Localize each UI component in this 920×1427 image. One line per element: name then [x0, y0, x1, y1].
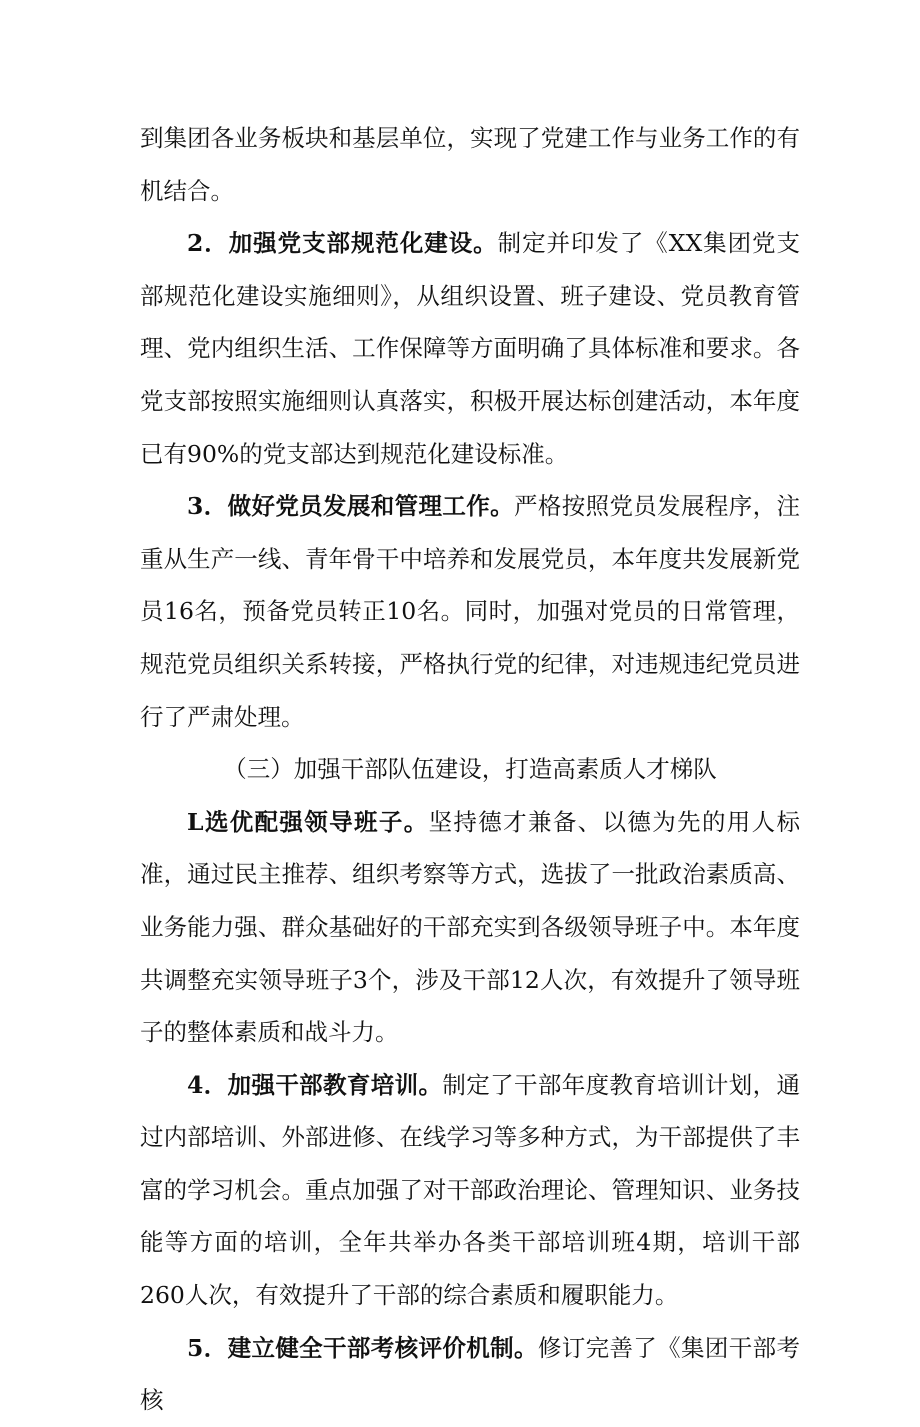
section-title: （三）加强干部队伍建设，打造高素质人才梯队 — [223, 755, 717, 784]
paragraph-text: 到集团各业务板块和基层单位，实现了党建工作与业务工作的有机结合。 — [140, 124, 800, 205]
paragraph-branch-standardization — [140, 217, 800, 480]
paragraph-cadre-training — [140, 1059, 800, 1322]
paragraph-text: 制定并印发了《XX集团党支部规范化建设实施细则》，从组织设置、班子建设、党员教育管理、党内组织生活、工作保障等方面明确了具体标准和要求。各党支部按照实施细则认真落实，积极开展达标创建活动，本年度已有90%的党支部达到规范化建设标准。 — [140, 229, 800, 468]
paragraph-heading: L选优配强领导班子。 — [187, 807, 429, 836]
paragraph-heading: 2．加强党支部规范化建设。 — [187, 229, 498, 258]
paragraph-continuation — [140, 112, 800, 217]
paragraph-member-development — [140, 480, 800, 743]
paragraph-text: 坚持德才兼备、以德为先的用人标准，通过民主推荐、组织考察等方式，选拔了一批政治素质高、业务能力强、群众基础好的干部充实到各级领导班子中。本年度共调整充实领导班子3个，涉及干部12人次，有效提升了领导班子的整体素质和战斗力。 — [140, 807, 801, 1047]
paragraph-leadership-team — [140, 796, 800, 1059]
paragraph-text: 严格按照党员发展程序，注重从生产一线、青年骨干中培养和发展党员，本年度共发展新党员16名，预备党员转正10名。同时，加强对党员的日常管理，规范党员组织关系转接，严格执行党的纪律，对违规违纪党员进行了严肃处理。 — [140, 492, 801, 731]
paragraph-heading: 4．加强干部教育培训。 — [187, 1070, 443, 1099]
document-page — [140, 112, 800, 1427]
paragraph-text: 修订完善了《集团干部考核 — [140, 1333, 800, 1415]
paragraph-heading: 3．做好党员发展和管理工作。 — [187, 492, 514, 521]
paragraph-cadre-evaluation — [140, 1322, 800, 1427]
paragraph-heading: 5．建立健全干部考核评价机制。 — [187, 1333, 538, 1362]
paragraph-text: 制定了干部年度教育培训计划，通过内部培训、外部进修、在线学习等多种方式，为干部提供了丰富的学习机会。重点加强了对干部政治理论、管理知识、业务技能等方面的培训，全年共举办各类干部培训班4期，培训干部260人次，有效提升了干部的综合素质和履职能力。 — [140, 1070, 800, 1310]
